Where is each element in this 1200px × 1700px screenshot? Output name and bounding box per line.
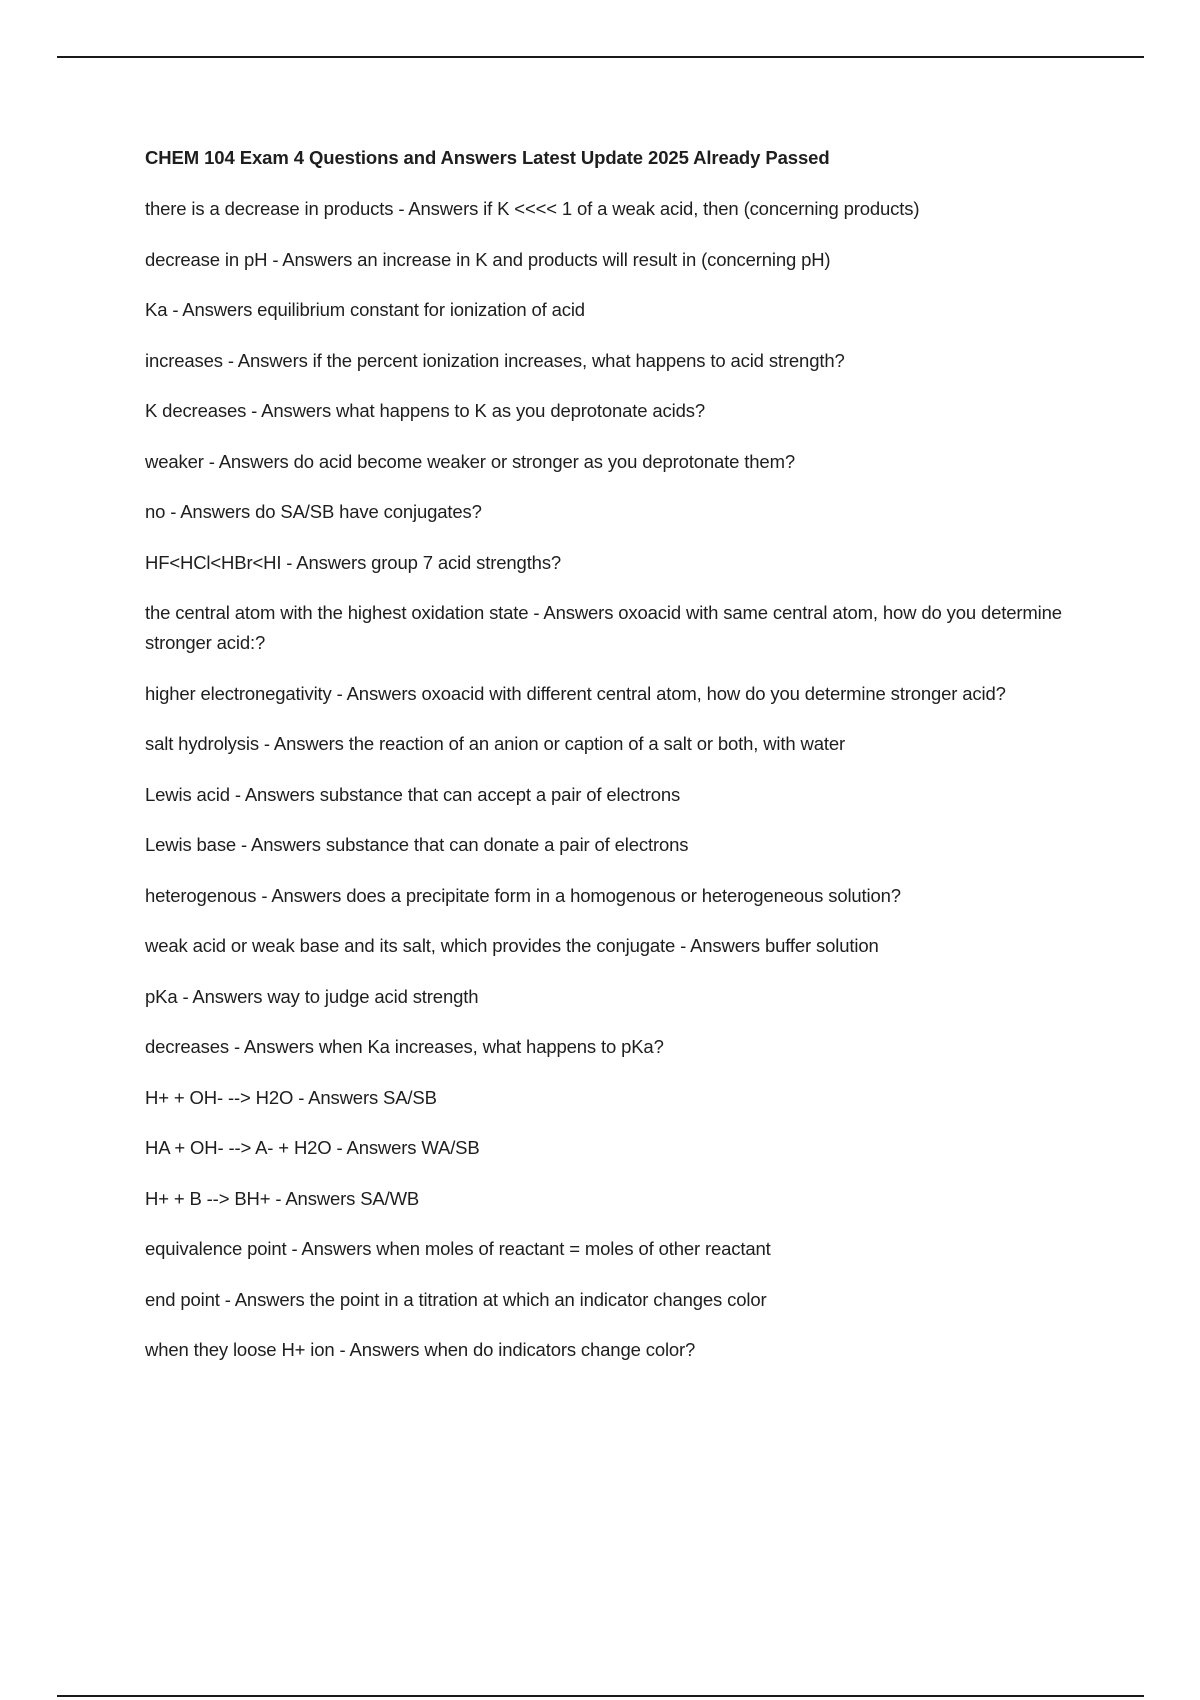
qa-item: Lewis base - Answers substance that can donate a pair of electrons [145,834,689,855]
qa-item: Lewis acid - Answers substance that can accept a pair of electrons [145,783,681,805]
qa-item: the central atom with the highest oxidation state - Answers oxoacid with same central atom, how do you determine stronger acid:? [145,602,1062,653]
qa-item: when they loose H+ ion - Answers when do indicators change color? [145,1339,696,1360]
qa-item: salt hydrolysis - Answers the reaction of an anion or caption of a salt or both, with water [145,733,845,754]
qa-item: weaker - Answers do acid become weaker or stronger as you deprotonate them? [145,450,795,472]
qa-item: higher electronegativity - Answers oxoacid with different central atom, how do you determine stronger acid? [145,682,1006,704]
qa-item: HA + OH- --> A- + H2O - Answers WA/SB [145,1137,480,1158]
qa-item: HF<HCl<HBr<HI - Answers group 7 acid strengths? [145,551,562,573]
qa-item: equivalence point - Answers when moles of reactant = moles of other reactant [145,1238,771,1259]
qa-list [145,194,1085,1365]
qa-item: decreases - Answers when Ka increases, what happens to pKa? [145,1036,664,1057]
document-body [145,146,1085,1386]
qa-item: Ka - Answers equilibrium constant for ionization of acid [145,299,585,320]
qa-item: no - Answers do SA/SB have conjugates? [145,501,482,522]
qa-item: K decreases - Answers what happens to K as you deprotonate acids? [145,400,705,421]
header-rule [57,56,1144,58]
document-title: CHEM 104 Exam 4 Questions and Answers Latest Update 2025 Already Passed [145,147,830,168]
qa-item: pKa - Answers way to judge acid strength [145,985,479,1007]
qa-item: weak acid or weak base and its salt, which provides the conjugate - Answers buffer solution [145,935,879,956]
qa-item: decrease in pH - Answers an increase in K and products will result in (concerning pH) [145,248,831,270]
qa-item: H+ + OH- --> H2O - Answers SA/SB [145,1086,437,1108]
qa-item: heterogenous - Answers does a precipitate form in a homogenous or heterogeneous solution? [145,884,901,906]
qa-item: H+ + B --> BH+ - Answers SA/WB [145,1187,420,1209]
qa-item: end point - Answers the point in a titration at which an indicator changes color [145,1288,767,1310]
qa-item: increases - Answers if the percent ionization increases, what happens to acid strength? [145,349,845,371]
footer-rule [57,1695,1144,1697]
qa-item: there is a decrease in products - Answers if K <<<< 1 of a weak acid, then (concerning products) [145,198,920,219]
